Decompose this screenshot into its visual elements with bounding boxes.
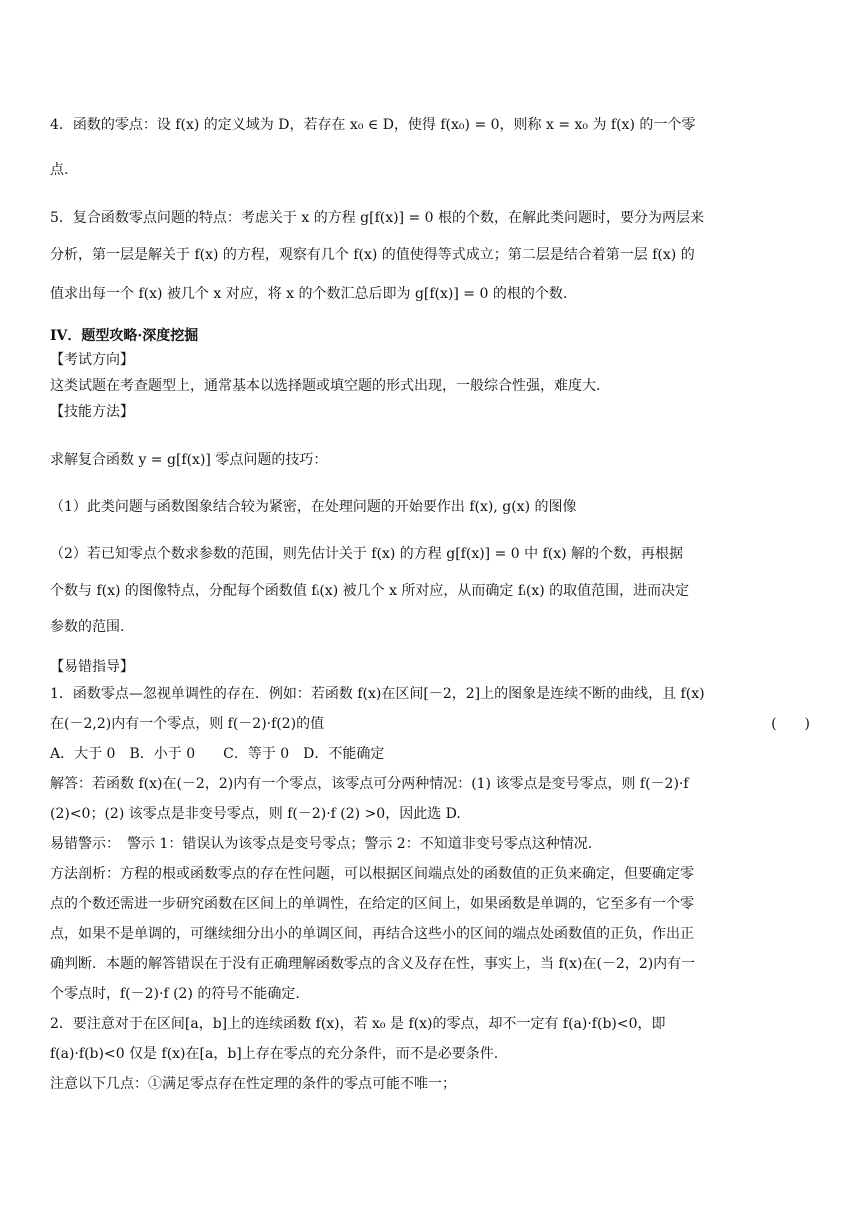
paragraph-line: 5．复合函数零点问题的特点：考虑关于 x 的方程 g[f(x)] = 0 根的个数，在解此类问题时，要分为两层来	[50, 210, 705, 226]
subheading: 【技能方法】	[50, 404, 134, 420]
paragraph-line: 个零点时，f(－2)·f (2) 的符号不能确定.	[50, 986, 300, 1002]
paragraph-line: 这类试题在考查题型上，通常基本以选择题或填空题的形式出现，一般综合性强，难度大.	[50, 378, 601, 394]
paragraph-line: 注意以下几点：①满足零点存在性定理的条件的零点可能不唯一；	[50, 1076, 456, 1092]
paragraph-line: 方法剖析：方程的根或函数零点的存在性问题，可以根据区间端点处的函数值的正负来确定，但要确定零	[50, 866, 694, 882]
paragraph-line: （1）此类问题与函数图象结合较为紧密，在处理问题的开始要作出 f(x), g(x) 的图像	[50, 499, 577, 515]
question-stem: 在(－2,2)内有一个零点，则 f(－2)·f(2)的值	[50, 716, 325, 732]
paragraph-line: 分析，第一层是解关于 f(x) 的方程，观察有几个 f(x) 的值使得等式成立；第二层是结合着第一层 f(x) 的	[50, 247, 695, 263]
paragraph-line: （2）若已知零点个数求参数的范围，则先估计关于 f(x) 的方程 g[f(x)] = 0 中 f(x) 解的个数，再根据	[50, 546, 684, 562]
paragraph-line: f(a)·f(b)<0 仅是 f(x)在[a，b]上存在零点的充分条件，而不是必要条件.	[50, 1046, 499, 1062]
paragraph-line: 点.	[50, 162, 69, 178]
paragraph-line: 求解复合函数 y = g[f(x)] 零点问题的技巧：	[50, 452, 328, 468]
paragraph-line: 点的个数还需进一步研究函数在区间上的单调性，在给定的区间上，如果函数是单调的，它至多有一个零	[50, 896, 694, 912]
paragraph-line: 解答：若函数 f(x)在(－2，2)内有一个零点，该零点可分两种情况：(1) 该零点是变号零点，则 f(－2)·f	[50, 776, 689, 792]
paragraph-line: 点，如果不是单调的，可继续细分出小的单调区间，再结合这些小的区间的端点处函数值的正负，作出正	[50, 926, 694, 942]
paragraph-line: 4．函数的零点：设 f(x) 的定义域为 D，若存在 x₀ ∈ D，使得 f(x₀) = 0，则称 x = x₀ 为 f(x) 的一个零	[50, 117, 696, 133]
answer-options: A．大于 0 B．小于 0 C．等于 0 D．不能确定	[50, 746, 385, 762]
paragraph-line	[50, 714, 810, 734]
paragraph-line: 易错警示： 警示 1：错误认为该零点是变号零点；警示 2：不知道非变号零点这种情况.	[50, 836, 593, 852]
paragraph-line: 1．函数零点—忽视单调性的存在．例如：若函数 f(x)在区间[－2，2]上的图象是连续不断的曲线，且 f(x)	[50, 686, 705, 702]
paragraph-line: 参数的范围.	[50, 619, 125, 635]
paragraph-line: 确判断．本题的解答错误在于没有正确理解函数零点的含义及存在性，事实上，当 f(x)在(－2，2)内有一	[50, 956, 696, 972]
paragraph-line: 个数与 f(x) 的图像特点，分配每个函数值 fᵢ(x) 被几个 x 所对应，从而确定 fᵢ(x) 的取值范围，进而决定	[50, 583, 690, 599]
answer-blank: ( )	[771, 716, 810, 732]
subheading: 【考试方向】	[50, 352, 134, 368]
section-heading: IV．题型攻略·深度挖掘	[50, 328, 199, 344]
paragraph-line: 值求出每一个 f(x) 被几个 x 对应，将 x 的个数汇总后即为 g[f(x)] = 0 的根的个数.	[50, 286, 568, 302]
subheading: 【易错指导】	[50, 659, 134, 675]
paragraph-line: (2)<0；(2) 该零点是非变号零点，则 f(－2)·f (2) >0，因此选 D.	[50, 806, 461, 822]
paragraph-line: 2．要注意对于在区间[a，b]上的连续函数 f(x)，若 x₀ 是 f(x)的零点，却不一定有 f(a)·f(b)<0，即	[50, 1016, 666, 1032]
